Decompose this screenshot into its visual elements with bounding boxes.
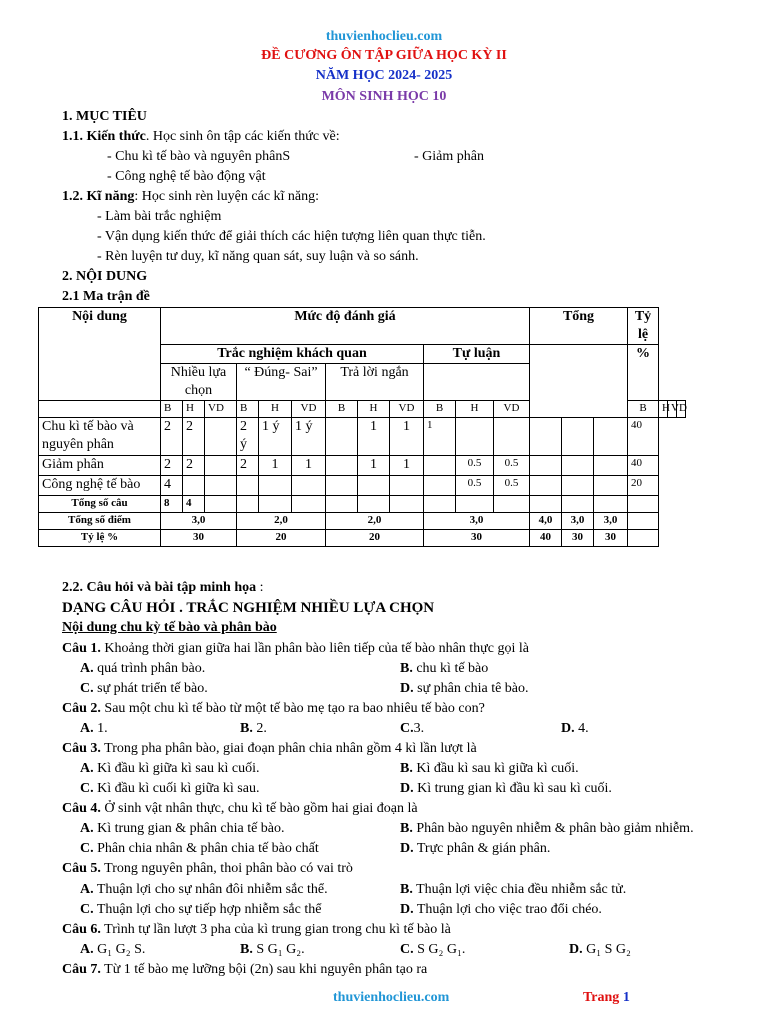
table-cell bbox=[326, 418, 358, 456]
option-b bbox=[400, 881, 626, 899]
lv-cell: VD bbox=[668, 401, 677, 418]
option-text: G₁ G₂ S. bbox=[93, 942, 146, 957]
question-label: Câu 4. bbox=[62, 801, 101, 816]
option-label: B. bbox=[240, 721, 253, 736]
option-text: Kì đầu kì cuối kì giữa kì sau. bbox=[93, 781, 260, 796]
option-text: Phân chia nhân & phân chia tế bào chất bbox=[93, 841, 319, 856]
option-text: Kì đầu kì giữa kì sau kì cuối. bbox=[93, 761, 260, 776]
question-text: Khoảng thời gian giữa hai lần phân bào liên tiếp của tế bào nhân thực gọi là bbox=[100, 641, 529, 656]
table-cell: 2 ý bbox=[237, 418, 259, 456]
skills-item-2: - Vận dụng kiến thức để giải thích các hiện tượng liên quan thực tiễn. bbox=[97, 229, 486, 244]
option-b bbox=[240, 941, 305, 959]
lv-cell: H bbox=[456, 401, 494, 418]
lv-cell: VD bbox=[205, 401, 237, 418]
table-cell bbox=[205, 476, 237, 496]
option-a bbox=[80, 760, 259, 778]
option-a bbox=[80, 720, 108, 738]
table-cell: 3,0 bbox=[562, 513, 594, 530]
table-row-total-points bbox=[39, 513, 686, 530]
table-cell: 1 bbox=[358, 418, 390, 456]
option-label: B. bbox=[240, 942, 253, 957]
table-cell: 1 bbox=[424, 418, 456, 456]
table-cell: 0.5 bbox=[494, 456, 530, 476]
table-cell bbox=[594, 418, 628, 456]
lv-blank bbox=[39, 401, 161, 418]
footer-site-link[interactable] bbox=[333, 989, 449, 1007]
table-cell bbox=[530, 418, 562, 456]
option-d bbox=[400, 901, 602, 919]
option-c bbox=[80, 840, 319, 858]
page-label: Trang bbox=[583, 990, 620, 1005]
table-cell: 1 bbox=[259, 456, 292, 476]
question-label: Câu 3. bbox=[62, 741, 101, 756]
option-label: D. bbox=[400, 681, 414, 696]
row-name: Công nghệ tế bào bbox=[39, 476, 161, 496]
table-cell: 2 bbox=[161, 418, 183, 456]
table-cell: 2 bbox=[183, 418, 205, 456]
table-cell bbox=[358, 476, 390, 496]
header-true-false: “ Đúng- Sai” bbox=[237, 364, 326, 401]
option-label: A. bbox=[80, 761, 94, 776]
table-row bbox=[39, 476, 686, 496]
option-label: D. bbox=[400, 841, 414, 856]
option-b bbox=[400, 820, 694, 838]
lv-cell: B bbox=[628, 401, 659, 418]
option-text: 4. bbox=[574, 721, 589, 736]
option-label: D. bbox=[400, 781, 414, 796]
option-label: B. bbox=[400, 821, 413, 836]
option-label: D. bbox=[400, 902, 414, 917]
table-cell: 1 bbox=[390, 418, 424, 456]
option-label: A. bbox=[80, 882, 94, 897]
table-cell: 30 bbox=[562, 530, 594, 547]
table-cell: 3,0 bbox=[594, 513, 628, 530]
lv-cell: B bbox=[424, 401, 456, 418]
question-label: Câu 5. bbox=[62, 861, 101, 876]
document-title: ĐỀ CƯƠNG ÔN TẬP GIỮA HỌC KỲ II bbox=[261, 48, 507, 63]
table-cell: 1 bbox=[292, 456, 326, 476]
option-a bbox=[80, 941, 145, 959]
table-cell: 0.5 bbox=[456, 456, 494, 476]
table-cell: 1 bbox=[358, 456, 390, 476]
question-text: Trong pha phân bào, giai đoạn phân chia nhân gồm 4 kì lần lượt là bbox=[100, 741, 477, 756]
option-text: Thuận lợi cho việc trao đổi chéo. bbox=[413, 902, 602, 917]
table-cell: 4 bbox=[183, 496, 205, 513]
table-cell bbox=[530, 456, 562, 476]
table-cell: 3,0 bbox=[161, 513, 237, 530]
lv-cell: B bbox=[161, 401, 183, 418]
table-cell bbox=[424, 476, 456, 496]
subject-title: MÔN SINH HỌC 10 bbox=[321, 89, 447, 104]
table-cell: 1 ý bbox=[292, 418, 326, 456]
skills-label: 1.2. Kĩ năng bbox=[62, 189, 135, 204]
skills-line bbox=[62, 188, 319, 206]
option-text: S G₂ G₁. bbox=[413, 942, 466, 957]
skills-text: : Học sinh rèn luyện các kĩ năng: bbox=[134, 189, 320, 204]
site-name[interactable]: thuvienhoclieu.com bbox=[325, 29, 443, 44]
option-text: 2. bbox=[252, 721, 267, 736]
total-points-label: Tổng số điểm bbox=[39, 513, 161, 530]
school-year: NĂM HỌC 2024- 2025 bbox=[315, 68, 453, 83]
question-text: Trong nguyên phân, thoi phân bào có vai trò bbox=[100, 861, 353, 876]
header-total-blank bbox=[530, 345, 628, 418]
option-text: sự phân chia tê bào. bbox=[413, 681, 529, 696]
option-text: S G₁ G₂. bbox=[252, 942, 305, 957]
header-essay-blank bbox=[424, 364, 530, 401]
header-total: Tổng bbox=[530, 308, 628, 345]
option-label: A. bbox=[80, 821, 94, 836]
option-text: Kì trung gian kì đầu kì sau kì cuối. bbox=[413, 781, 612, 796]
option-label: B. bbox=[400, 661, 413, 676]
table-cell bbox=[259, 476, 292, 496]
option-label: C. bbox=[80, 681, 94, 696]
option-label: C. bbox=[400, 721, 414, 736]
knowledge-item-2: - Giảm phân bbox=[414, 149, 484, 164]
option-text: quá trình phân bào. bbox=[93, 661, 206, 676]
option-label: D. bbox=[569, 942, 583, 957]
table-cell: 8 bbox=[161, 496, 183, 513]
option-text: Kì trung gian & phân chia tế bào. bbox=[93, 821, 285, 836]
question-7 bbox=[62, 961, 427, 979]
option-text: Thuận lợi việc chia đều nhiễm sắc tử. bbox=[412, 882, 627, 897]
table-row-total-questions bbox=[39, 496, 686, 513]
option-label: A. bbox=[80, 661, 94, 676]
question-5 bbox=[62, 860, 353, 878]
table-cell bbox=[530, 476, 562, 496]
option-d bbox=[569, 941, 631, 959]
option-b bbox=[240, 720, 267, 738]
header-short-answer: Trả lời ngắn bbox=[326, 364, 424, 401]
table-cell bbox=[594, 456, 628, 476]
lv-cell: B bbox=[326, 401, 358, 418]
header-multi-choice: Nhiều lựa chọn bbox=[161, 364, 237, 401]
total-questions-label: Tổng số câu bbox=[39, 496, 161, 513]
row-name: Chu kì tế bào và nguyên phân bbox=[39, 418, 161, 456]
question-4 bbox=[62, 800, 418, 818]
option-label: C. bbox=[400, 942, 414, 957]
option-c bbox=[80, 901, 321, 919]
option-text: chu kì tế bào bbox=[412, 661, 489, 676]
question-label: Câu 6. bbox=[62, 922, 101, 937]
table-cell bbox=[183, 476, 205, 496]
knowledge-item-3: - Công nghệ tế bào động vật bbox=[107, 169, 266, 184]
section2-heading: 2. NỘI DUNG bbox=[62, 269, 148, 284]
table-cell bbox=[494, 418, 530, 456]
table-cell: 0.5 bbox=[494, 476, 530, 496]
skills-item-1: - Làm bài trắc nghiệm bbox=[97, 209, 222, 224]
option-text: G₁ S G₂ bbox=[582, 942, 631, 957]
matrix-heading: 2.1 Ma trận đề bbox=[62, 289, 150, 304]
option-b bbox=[400, 660, 488, 678]
questions-intro-label: 2.2. Câu hỏi và bài tập minh họa bbox=[62, 580, 257, 595]
row-percent: 40 bbox=[628, 418, 659, 456]
option-text: 3. bbox=[413, 721, 425, 736]
question-label: Câu 1. bbox=[62, 641, 101, 656]
row-name: Giảm phân bbox=[39, 456, 161, 476]
questions-intro bbox=[62, 579, 264, 597]
table-cell: 1 ý bbox=[259, 418, 292, 456]
table-cell bbox=[326, 476, 358, 496]
table-cell: 4 bbox=[161, 476, 183, 496]
table-cell bbox=[390, 476, 424, 496]
option-text: sự phát triển tế bào. bbox=[93, 681, 208, 696]
skills-item-3: - Rèn luyện tư duy, kĩ năng quan sát, suy luận và so sánh. bbox=[97, 249, 419, 264]
row-percent: 20 bbox=[628, 476, 659, 496]
option-text: Thuận lợi cho sự nhân đôi nhiễm sắc thể. bbox=[93, 882, 328, 897]
lv-cell: H bbox=[183, 401, 205, 418]
option-d bbox=[400, 680, 529, 698]
table-cell: 2 bbox=[237, 456, 259, 476]
option-text: Trực phân & gián phân. bbox=[413, 841, 551, 856]
option-b bbox=[400, 760, 579, 778]
question-6 bbox=[62, 921, 451, 939]
option-d bbox=[400, 780, 612, 798]
question-1 bbox=[62, 640, 529, 658]
option-label: C. bbox=[80, 902, 94, 917]
lv-cell: H bbox=[259, 401, 292, 418]
table-cell bbox=[594, 476, 628, 496]
lv-cell: H bbox=[659, 401, 668, 418]
option-d bbox=[561, 720, 589, 738]
table-cell bbox=[562, 476, 594, 496]
option-a bbox=[80, 660, 205, 678]
questions-intro-colon: : bbox=[256, 580, 264, 595]
footer-site-name[interactable]: thuvienhoclieu.com bbox=[333, 990, 450, 1005]
table-cell bbox=[237, 476, 259, 496]
table-cell: 20 bbox=[326, 530, 424, 547]
option-label: D. bbox=[561, 721, 575, 736]
table-cell: 4,0 bbox=[530, 513, 562, 530]
question-label: Câu 2. bbox=[62, 701, 101, 716]
table-cell: 20 bbox=[237, 530, 326, 547]
knowledge-label: 1.1. Kiến thức bbox=[62, 129, 146, 144]
lv-cell: VD bbox=[390, 401, 424, 418]
question-type-heading: DẠNG CÂU HỎI . TRẮC NGHIỆM NHIỀU LỰA CHỌN bbox=[62, 600, 435, 616]
header-essay: Tự luận bbox=[424, 345, 530, 364]
lv-cell: H bbox=[358, 401, 390, 418]
knowledge-text: . Học sinh ôn tập các kiến thức về: bbox=[145, 129, 340, 144]
page-number bbox=[583, 989, 630, 1007]
question-3 bbox=[62, 740, 477, 758]
option-label: A. bbox=[80, 942, 94, 957]
option-text: 1. bbox=[93, 721, 108, 736]
lv-cell: VD bbox=[292, 401, 326, 418]
question-text: Ở sinh vật nhân thực, chu kì tế bào gồm hai giai đoạn là bbox=[100, 801, 418, 816]
table-cell: 1 bbox=[390, 456, 424, 476]
table-row-ratio bbox=[39, 530, 686, 547]
section1-heading: 1. MỤC TIÊU bbox=[62, 109, 147, 124]
header-mcq: Trắc nghiệm khách quan bbox=[161, 345, 424, 364]
table-cell bbox=[562, 456, 594, 476]
table-cell: 0.5 bbox=[456, 476, 494, 496]
option-a bbox=[80, 820, 285, 838]
option-text: Thuận lợi cho sự tiếp hợp nhiễm sắc thể bbox=[93, 902, 322, 917]
question-label: Câu 7. bbox=[62, 962, 101, 977]
header-content: Nội dung bbox=[39, 308, 161, 401]
question-2 bbox=[62, 700, 485, 718]
option-label: A. bbox=[80, 721, 94, 736]
assessment-matrix-table bbox=[38, 307, 686, 547]
table-cell bbox=[456, 418, 494, 456]
option-d bbox=[400, 840, 550, 858]
table-cell: 40 bbox=[530, 530, 562, 547]
knowledge-line bbox=[62, 128, 340, 146]
table-cell bbox=[205, 456, 237, 476]
page-num: 1 bbox=[622, 990, 630, 1005]
row-percent: 40 bbox=[628, 456, 659, 476]
table-cell: 2 bbox=[183, 456, 205, 476]
lv-cell: B bbox=[237, 401, 259, 418]
option-label: B. bbox=[400, 882, 413, 897]
ratio-label: Tỷ lệ % bbox=[39, 530, 161, 547]
table-cell bbox=[562, 418, 594, 456]
option-c bbox=[80, 780, 259, 798]
site-header[interactable] bbox=[0, 28, 768, 46]
option-text: Phân bào nguyên nhiễm & phân bào giảm nhiễm. bbox=[412, 821, 694, 836]
question-text: Sau một chu kì tế bào từ một tế bào mẹ tạo ra bao nhiêu tế bào con? bbox=[100, 701, 485, 716]
option-c bbox=[80, 680, 208, 698]
option-text: Kì đầu kì sau kì giữa kì cuối. bbox=[412, 761, 579, 776]
table-cell bbox=[326, 456, 358, 476]
header-percent: % bbox=[628, 345, 659, 401]
question-text: Từ 1 tế bào mẹ lưỡng bội (2n) sau khi nguyên phân tạo ra bbox=[100, 962, 428, 977]
table-cell: 30 bbox=[161, 530, 237, 547]
table-cell bbox=[205, 418, 237, 456]
topic-heading: Nội dung chu kỳ tế bào và phân bào bbox=[62, 620, 277, 635]
header-ratio: Tỷ lệ bbox=[628, 308, 659, 345]
table-row bbox=[39, 418, 686, 456]
option-label: B. bbox=[400, 761, 413, 776]
table-cell: 30 bbox=[594, 530, 628, 547]
table-cell bbox=[292, 476, 326, 496]
option-c bbox=[400, 720, 424, 738]
table-cell: 2 bbox=[161, 456, 183, 476]
option-a bbox=[80, 881, 328, 899]
knowledge-item-1: - Chu kì tế bào và nguyên phânS bbox=[107, 149, 291, 164]
lv-cell: VD bbox=[494, 401, 530, 418]
question-text: Trình tự lần lượt 3 pha của kì trung gian trong chu kì tế bào là bbox=[100, 922, 451, 937]
table-cell: 2,0 bbox=[237, 513, 326, 530]
table-cell bbox=[424, 456, 456, 476]
option-label: C. bbox=[80, 781, 94, 796]
header-level: Mức độ đánh giá bbox=[161, 308, 530, 345]
table-row bbox=[39, 456, 686, 476]
table-cell: 3,0 bbox=[424, 513, 530, 530]
option-c bbox=[400, 941, 465, 959]
option-label: C. bbox=[80, 841, 94, 856]
table-cell: 30 bbox=[424, 530, 530, 547]
table-cell: 2,0 bbox=[326, 513, 424, 530]
